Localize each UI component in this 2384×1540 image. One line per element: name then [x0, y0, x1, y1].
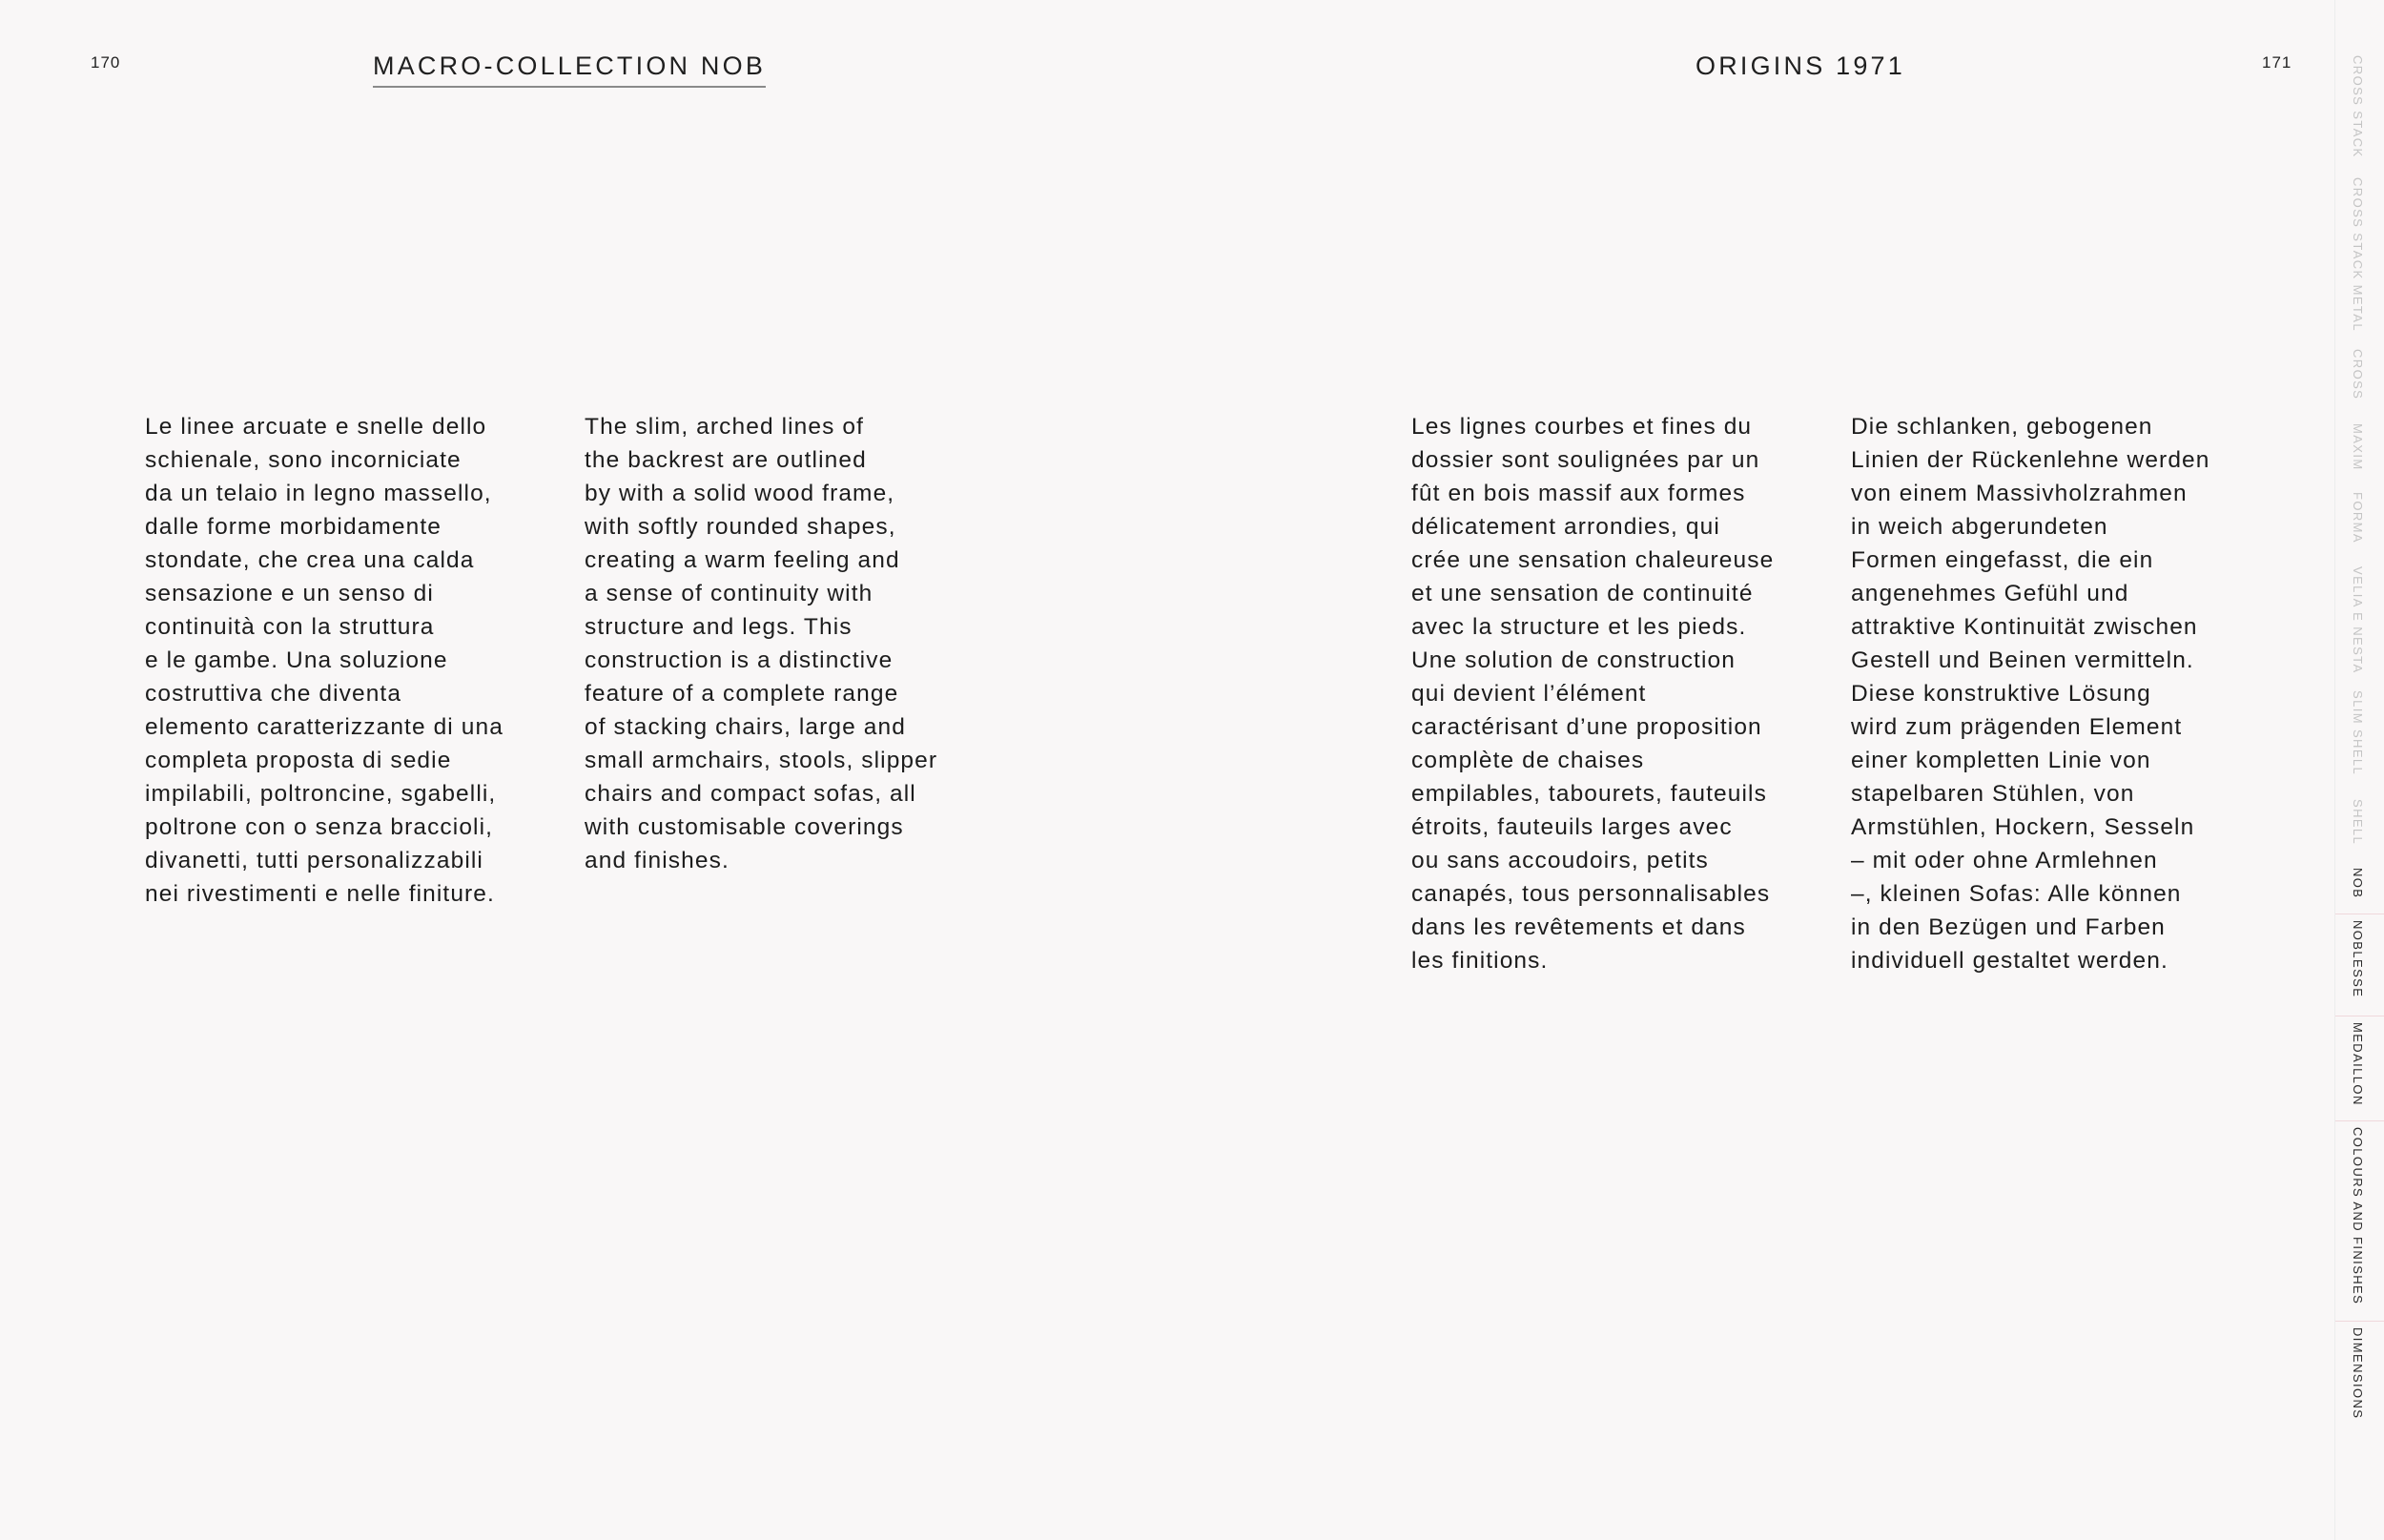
nav-item-forma[interactable] — [2335, 486, 2384, 553]
nav-item-velia-e-nesta[interactable] — [2335, 561, 2384, 675]
nav-label: MEDAILLON — [2351, 1022, 2365, 1106]
nav-label: DIMENSIONS — [2351, 1327, 2365, 1420]
side-navigation — [2334, 0, 2384, 1540]
nav-label: CROSS — [2351, 349, 2365, 400]
nav-label: NOBLESSE — [2351, 920, 2365, 998]
nav-label: FORMA — [2351, 492, 2365, 544]
nav-label: MAXIM — [2351, 423, 2365, 471]
section-title: MACRO-COLLECTION NOB — [373, 51, 766, 88]
text-column-italian: Le linee arcuate e snelle dello schienale, sono incorniciate da un telaio in legno massello, dalle forme morbidamente stondate, che crea una calda sensazione e un senso di continuità con la struttura e le gambe. Una soluzione costruttiva che diventa elemento caratterizzante di una completa proposta di sedie impilabili, poltroncine, sgabelli, poltrone con o senza braccioli, divanetti, tutti personalizzabili nei rivestimenti e nelle finiture. — [145, 414, 504, 907]
nav-item-slim-shell[interactable] — [2335, 685, 2384, 780]
text-column-french: Les lignes courbes et fines du dossier sont soulignées par un fût en bois massif aux formes délicatement arrondies, qui crée une sensation chaleureuse et une sensation de continuité avec la structure et les pieds. Une solution de construction qui devient l’élément caractérisant d’une proposition complète de chaises empilables, tabourets, fauteuils étroits, fauteuils larges avec ou sans accoudoirs, petits canapés, tous personnalisables dans les revêtements et dans les finitions. — [1411, 414, 1775, 974]
nav-item-cross-stack[interactable] — [2335, 50, 2384, 164]
nav-item-maxim[interactable] — [2335, 418, 2384, 484]
text-column-english: The slim, arched lines of the backrest are outlined by with a solid wood frame, with softly rounded shapes, creating a warm feeling and a sense of continuity with structure and legs. This construction is a distinctive feature of a complete range of stacking chairs, large and small armchairs, stools, slipper chairs and compact sofas, all with customisable coverings and finishes. — [585, 414, 938, 873]
origins-title: ORIGINS 1971 — [1696, 51, 1905, 80]
nav-item-colours-and-finishes[interactable] — [2335, 1120, 2384, 1312]
nav-item-noblesse[interactable] — [2335, 914, 2384, 1010]
nav-item-medaillon[interactable] — [2335, 1016, 2384, 1117]
nav-item-cross[interactable] — [2335, 343, 2384, 410]
nav-item-cross-stack-metal[interactable] — [2335, 172, 2384, 334]
nav-item-nob[interactable] — [2335, 862, 2384, 910]
page-number-left: 170 — [91, 53, 121, 72]
nav-item-shell[interactable] — [2335, 793, 2384, 851]
nav-label: CROSS STACK — [2351, 55, 2365, 158]
nav-item-dimensions[interactable] — [2335, 1321, 2384, 1427]
nav-label: NOB — [2351, 868, 2365, 899]
nav-label: SLIM SHELL — [2351, 690, 2365, 776]
nav-label: COLOURS AND FINISHES — [2351, 1127, 2365, 1305]
text-column-german: Die schlanken, gebogenen Linien der Rückenlehne werden von einem Massivholzrahmen in weich abgerundeten Formen eingefasst, die ein angenehmes Gefühl und attraktive Kontinuität zwischen Gestell und Beinen vermitteln. Diese konstruktive Lösung wird zum prägenden Element einer kompletten Linie von stapelbaren Stühlen, von Armstühlen, Hockern, Sesseln – mit oder ohne Armlehnen –, kleinen Sofas: Alle können in den Bezügen und Farben individuell gestaltet werden. — [1851, 414, 2210, 974]
nav-label: CROSS STACK METAL — [2351, 177, 2365, 333]
page-number-right: 171 — [2262, 53, 2292, 72]
nav-label: SHELL — [2351, 799, 2365, 846]
nav-label: VELIA E NESTA — [2351, 566, 2365, 674]
